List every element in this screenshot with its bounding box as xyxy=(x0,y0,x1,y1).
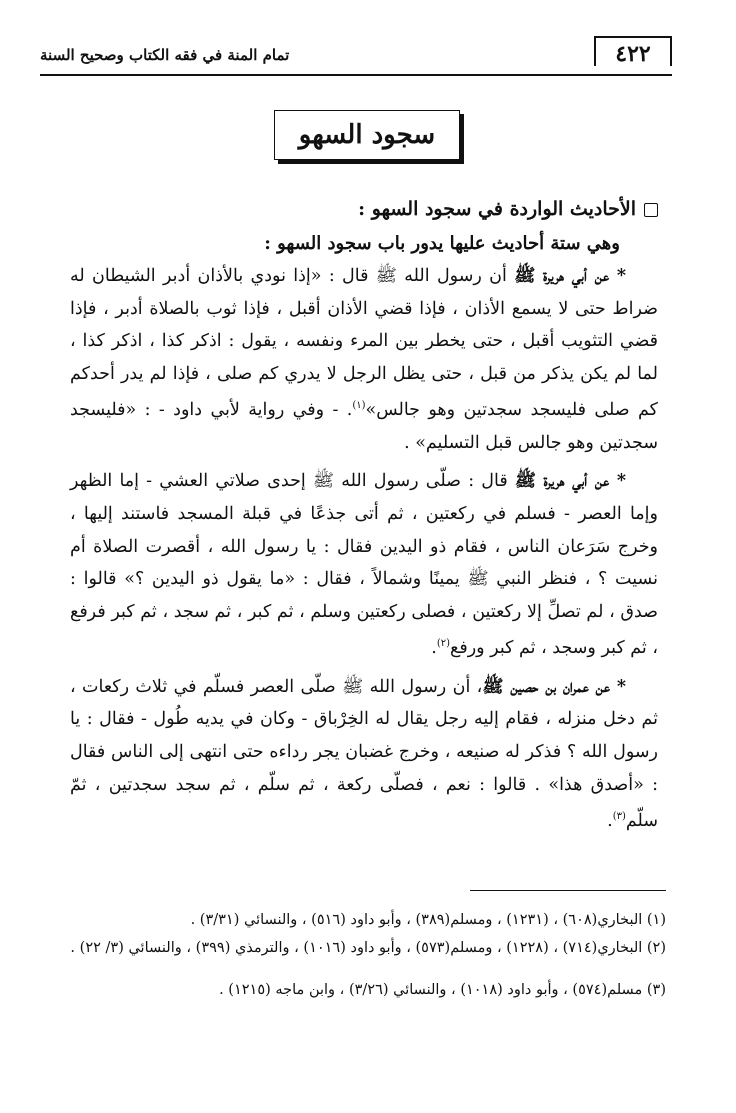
square-bullet-icon xyxy=(644,203,658,217)
running-title: تمام المنة في فقه الكتاب وصحيح السنة xyxy=(40,46,290,64)
footnote-2: (٢) البخاري(٧١٤) ، (١٢٢٨) ، ومسلم(٥٧٣) ، وأبو داود (١٠١٦) ، والترمذي (٣٩٩) ، والنسائي (٣/ ٢٢) . xyxy=(70,940,666,956)
footnote-ref-2: (٢) xyxy=(436,638,451,650)
page-number: ٤٢٢ xyxy=(594,36,672,66)
hadith-tail-2: . xyxy=(431,638,437,659)
narrator-2: * عن أبي هريرة ﷺ xyxy=(514,471,626,492)
hadith-text-2: قال : صلّى رسول الله ﷺ إحدى صلاتي العشي - إما الظهر وإما العصر - فسلم في ركعتين ، ثم أتى جذعًا في قبلة المسجد فاستند إليها ، وخرج سَرَعان الناس ، فقام ذو اليدين فقال : يا رسول الله ، أقصرت الصلاة أم نسيت ؟ ، فنظر النبي ﷺ يمينًا وشمالاً ، فقال : «ما يقول ذو اليدين ؟» قالوا : صدق ، لم تصلِّ إلا ركعتين ، فصلى ركعتين وسلم ، ثم كبر ، ثم سجد ، ثم كبر فرفع ، ثم كبر وسجد ، ثم كبر ورفع xyxy=(70,471,658,659)
hadith-paragraph-3 xyxy=(70,671,658,838)
page-header xyxy=(40,36,672,76)
hadith-tail-1: . - وفي رواية لأبي داود - : «فليسجد سجدتين وهو جالس قبل التسليم» . xyxy=(70,400,658,453)
footnote-ref-3: (٣) xyxy=(612,811,626,823)
hadith-tail-3: . xyxy=(607,810,613,831)
footnote-3: (٣) مسلم(٥٧٤) ، وأبو داود (١٠١٨) ، والنسائي (٣/٢٦) ، وابن ماجه (١٢١٥) . xyxy=(219,982,666,998)
hadith-text-1: أن رسول الله ﷺ قال : «إذا نودي بالأذان أدبر الشيطان له ضراط حتى لا يسمع الأذان ، فإذا قضي الأذان أقبل ، فإذا ثوب بالصلاة أدبر ، فإذا قضي التثويب أقبل ، حتى يخطر بين المرء ونفسه ، يقول : اذكر كذا ، اذكر كذا ، لما لم يكن يذكر من قبل ، حتى يظل الرجل لا يدري كم صلى ، فإذا لم يدر أحدكم كم صلى فليسجد سجدتين وهو جالس» xyxy=(70,266,659,421)
hadith-paragraph-2 xyxy=(70,465,658,664)
main-text xyxy=(70,190,658,844)
subheading: وهي ستة أحاديث عليها يدور باب سجود السهو : xyxy=(264,233,620,254)
narrator-3: * عن عمران بن حصين ﷺ xyxy=(482,676,626,697)
footnotes xyxy=(68,906,666,1004)
hadith-heading-text: الأحاديث الواردة في سجود السهو : xyxy=(358,198,636,220)
footnote-ref-1: (١) xyxy=(352,400,366,412)
hadith-text-3: ، أن رسول الله ﷺ صلّى العصر فسلّم في ثلاث ركعات ، ثم دخل منزله ، فقام إليه رجل يقال له الخِرْباق - وكان في يديه طُول - فقال : يا رسول الله ؟ فذكر له صنيعه ، وخرج غضبان يجر رداءه حتى انتهى إلى الناس فقال : «أصدق هذا» . قالوا : نعم ، فصلّى ركعة ، ثم سلّم ، ثم سجد سجدتين ، ثمّ سلّم xyxy=(70,676,658,831)
narrator-1: * عن أبي هريرة ﷺ xyxy=(514,266,626,286)
footnote-divider xyxy=(470,890,666,891)
section-title: سجود السهو xyxy=(274,110,460,160)
section-title-frame xyxy=(274,110,464,164)
hadith-heading xyxy=(70,190,658,228)
hadith-paragraph-1 xyxy=(70,260,658,459)
footnote-1: (١) البخاري(٦٠٨) ، (١٢٣١) ، ومسلم(٣٨٩) ، وأبو داود (٥١٦) ، والنسائي (٣/٣١) . xyxy=(190,912,666,928)
